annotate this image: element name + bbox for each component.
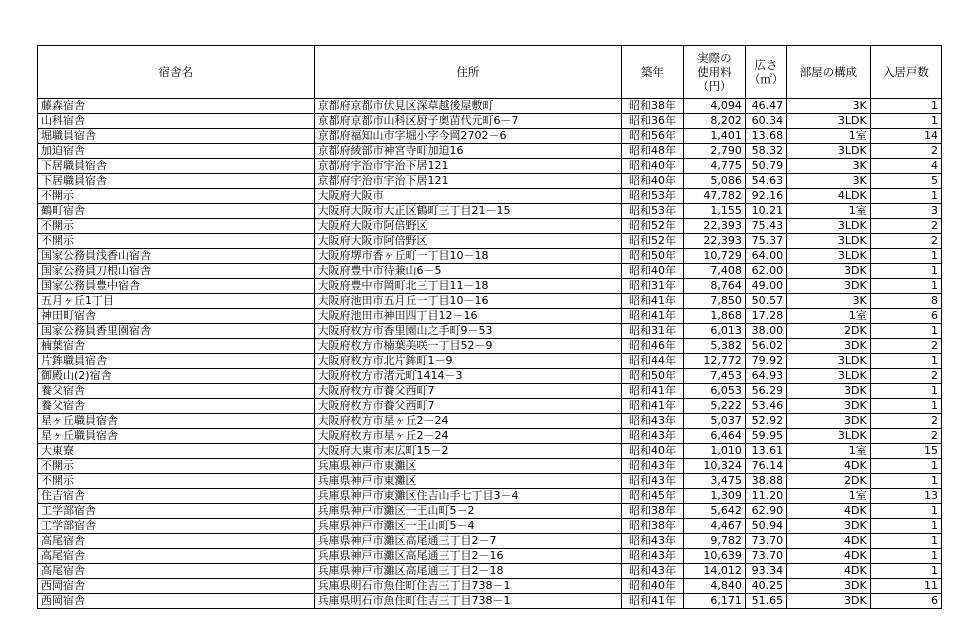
table-row [38,564,942,579]
table-row [38,579,942,594]
table-row [38,534,942,549]
cell-area: 50.79 [745,159,786,174]
table-row [38,549,942,564]
cell-count: 5 [870,174,941,189]
table-row [38,99,942,114]
cell-address: 大阪府枚方市養父西町7 [314,384,622,399]
cell-rooms: 3LDK [787,144,871,159]
table-row [38,249,942,264]
cell-area: 50.57 [745,294,786,309]
cell-area: 10.21 [745,204,786,219]
cell-name: 西岡宿舎 [38,594,315,609]
table-row [38,159,942,174]
cell-name: 山科宿舎 [38,114,315,129]
cell-year: 昭和53年 [622,189,684,204]
cell-count: 2 [870,219,941,234]
cell-count: 1 [870,264,941,279]
cell-fee: 2,790 [683,144,745,159]
cell-count: 1 [870,99,941,114]
cell-address: 兵庫県明石市魚住町住吉三丁目738－1 [314,594,622,609]
cell-name: 星ヶ丘職員宿舎 [38,429,315,444]
cell-name: 高尾宿舎 [38,549,315,564]
cell-count: 1 [870,459,941,474]
cell-name: 星ヶ丘職員宿舎 [38,414,315,429]
cell-area: 38.88 [745,474,786,489]
table-row [38,384,942,399]
cell-rooms: 4DK [787,534,871,549]
cell-count: 3 [870,204,941,219]
cell-address: 大阪府大阪市阿倍野区 [314,234,622,249]
cell-name: 下居職員宿舎 [38,159,315,174]
cell-count: 1 [870,504,941,519]
table-row [38,204,942,219]
cell-name: 工学部宿舎 [38,519,315,534]
table-row [38,519,942,534]
cell-name: 楠葉宿舎 [38,339,315,354]
cell-rooms: 3DK [787,414,871,429]
cell-year: 昭和43年 [622,549,684,564]
table-row [38,594,942,609]
cell-year: 昭和43年 [622,414,684,429]
cell-rooms: 1室 [787,309,871,324]
cell-year: 昭和52年 [622,234,684,249]
cell-rooms: 2DK [787,324,871,339]
cell-fee: 5,382 [683,339,745,354]
table-row [38,459,942,474]
cell-address: 大阪府枚方市星ヶ丘2－24 [314,414,622,429]
cell-name: 養父宿舎 [38,384,315,399]
cell-fee: 4,467 [683,519,745,534]
cell-fee: 10,639 [683,549,745,564]
cell-year: 昭和38年 [622,519,684,534]
cell-area: 50.94 [745,519,786,534]
cell-count: 1 [870,189,941,204]
cell-count: 13 [870,489,941,504]
cell-name: 不開示 [38,234,315,249]
cell-fee: 6,013 [683,324,745,339]
header-area-line1: 広さ [754,58,778,72]
cell-fee: 1,309 [683,489,745,504]
cell-address: 兵庫県明石市魚住町住吉三丁目738－1 [314,579,622,594]
cell-area: 17.28 [745,309,786,324]
cell-rooms: 4DK [787,504,871,519]
cell-count: 1 [870,534,941,549]
cell-fee: 47,782 [683,189,745,204]
cell-area: 62.00 [745,264,786,279]
cell-address: 京都府福知山市字堀小字今岡2702－6 [314,129,622,144]
cell-count: 14 [870,129,941,144]
cell-name: 工学部宿舎 [38,504,315,519]
cell-area: 79.92 [745,354,786,369]
cell-area: 13.61 [745,444,786,459]
cell-fee: 7,453 [683,369,745,384]
cell-area: 54.63 [745,174,786,189]
cell-year: 昭和31年 [622,279,684,294]
header-area-line2: （㎡） [748,72,784,86]
cell-year: 昭和56年 [622,129,684,144]
cell-year: 昭和40年 [622,174,684,189]
cell-count: 2 [870,339,941,354]
cell-count: 2 [870,144,941,159]
cell-fee: 5,086 [683,174,745,189]
cell-rooms: 3DK [787,339,871,354]
cell-year: 昭和41年 [622,399,684,414]
cell-address: 大阪府枚方市香里園山之手町9－53 [314,324,622,339]
cell-year: 昭和43年 [622,474,684,489]
cell-name: 国家公務員香里園宿舎 [38,324,315,339]
cell-address: 大阪府豊中市岡町北三丁目11－18 [314,279,622,294]
cell-rooms: 1室 [787,129,871,144]
cell-area: 92.16 [745,189,786,204]
table-row [38,489,942,504]
cell-year: 昭和48年 [622,144,684,159]
cell-count: 1 [870,384,941,399]
cell-year: 昭和40年 [622,444,684,459]
cell-year: 昭和43年 [622,564,684,579]
cell-count: 6 [870,309,941,324]
cell-year: 昭和50年 [622,369,684,384]
cell-area: 38.00 [745,324,786,339]
cell-name: 高尾宿舎 [38,534,315,549]
cell-rooms: 1室 [787,204,871,219]
header-area [745,46,786,99]
table-row [38,219,942,234]
header-address: 住所 [314,46,622,99]
cell-year: 昭和45年 [622,489,684,504]
cell-rooms: 1室 [787,444,871,459]
cell-count: 1 [870,324,941,339]
cell-area: 62.90 [745,504,786,519]
header-rooms: 部屋の構成 [787,46,871,99]
cell-area: 13.68 [745,129,786,144]
table-row [38,504,942,519]
cell-address: 大阪府枚方市養父西町7 [314,399,622,414]
cell-name: 不開示 [38,189,315,204]
cell-address: 兵庫県神戸市灘区一王山町5－2 [314,504,622,519]
cell-area: 49.00 [745,279,786,294]
cell-address: 大阪府枚方市楠葉美咲一丁目52－9 [314,339,622,354]
cell-count: 2 [870,234,941,249]
cell-rooms: 3K [787,159,871,174]
cell-rooms: 4DK [787,549,871,564]
cell-area: 64.00 [745,249,786,264]
cell-area: 75.37 [745,234,786,249]
table-row [38,129,942,144]
cell-address: 京都府宇治市宇治下居121 [314,159,622,174]
cell-fee: 10,324 [683,459,745,474]
cell-name: 鶴町宿舎 [38,204,315,219]
cell-count: 2 [870,414,941,429]
cell-fee: 6,171 [683,594,745,609]
cell-name: 堀職員宿舎 [38,129,315,144]
cell-rooms: 3LDK [787,354,871,369]
cell-fee: 5,222 [683,399,745,414]
cell-rooms: 2DK [787,474,871,489]
cell-fee: 14,012 [683,564,745,579]
cell-address: 大阪府池田市神田四丁目12－16 [314,309,622,324]
cell-year: 昭和40年 [622,159,684,174]
cell-fee: 8,202 [683,114,745,129]
header-fee-line2: 使用料 [697,65,732,79]
cell-address: 兵庫県神戸市灘区高尾通三丁目2－7 [314,534,622,549]
cell-rooms: 3LDK [787,429,871,444]
cell-rooms: 3DK [787,264,871,279]
cell-name: 住吉宿舎 [38,489,315,504]
cell-address: 京都府京都市伏見区深草越後屋敷町 [314,99,622,114]
table-row [38,309,942,324]
cell-name: 国家公務員豊中宿舎 [38,279,315,294]
cell-area: 73.70 [745,549,786,564]
cell-fee: 6,053 [683,384,745,399]
table-row [38,144,942,159]
cell-area: 60.34 [745,114,786,129]
cell-fee: 5,642 [683,504,745,519]
housing-table [37,45,942,609]
cell-year: 昭和38年 [622,99,684,114]
cell-name: 不開示 [38,459,315,474]
cell-fee: 4,840 [683,579,745,594]
table-body [38,99,942,609]
cell-year: 昭和52年 [622,219,684,234]
table-row [38,444,942,459]
cell-year: 昭和41年 [622,309,684,324]
cell-area: 64.93 [745,369,786,384]
cell-address: 京都府綾部市神宮寺町加迫16 [314,144,622,159]
cell-name: 藤森宿舎 [38,99,315,114]
cell-fee: 22,393 [683,219,745,234]
cell-address: 大阪府枚方市渚元町1414－3 [314,369,622,384]
cell-count: 2 [870,369,941,384]
table-row [38,414,942,429]
cell-fee: 1,155 [683,204,745,219]
cell-year: 昭和40年 [622,264,684,279]
cell-area: 75.43 [745,219,786,234]
cell-fee: 7,850 [683,294,745,309]
cell-count: 1 [870,354,941,369]
header-row [38,46,942,99]
cell-rooms: 4LDK [787,189,871,204]
cell-address: 兵庫県神戸市灘区高尾通三丁目2－16 [314,549,622,564]
cell-year: 昭和53年 [622,204,684,219]
cell-name: 不開示 [38,474,315,489]
cell-count: 1 [870,519,941,534]
cell-address: 兵庫県神戸市東灘区 [314,474,622,489]
cell-area: 73.70 [745,534,786,549]
table-row [38,174,942,189]
cell-name: 加迫宿舎 [38,144,315,159]
cell-fee: 7,408 [683,264,745,279]
cell-area: 56.02 [745,339,786,354]
table-row [38,354,942,369]
cell-name: 片鉾職員宿舎 [38,354,315,369]
cell-year: 昭和41年 [622,594,684,609]
table-row [38,279,942,294]
cell-count: 1 [870,279,941,294]
cell-year: 昭和41年 [622,294,684,309]
cell-fee: 1,868 [683,309,745,324]
cell-rooms: 3K [787,294,871,309]
cell-fee: 1,401 [683,129,745,144]
cell-count: 1 [870,549,941,564]
table-row [38,369,942,384]
cell-rooms: 3DK [787,519,871,534]
cell-year: 昭和31年 [622,324,684,339]
cell-rooms: 3DK [787,384,871,399]
cell-name: 養父宿舎 [38,399,315,414]
table-row [38,474,942,489]
cell-address: 大阪府大阪市大正区鶴町三丁目21－15 [314,204,622,219]
cell-rooms: 3DK [787,594,871,609]
cell-address: 兵庫県神戸市灘区一王山町5－4 [314,519,622,534]
cell-count: 1 [870,564,941,579]
cell-fee: 4,775 [683,159,745,174]
cell-fee: 22,393 [683,234,745,249]
cell-rooms: 3K [787,99,871,114]
cell-rooms: 3LDK [787,219,871,234]
cell-address: 大阪府堺市香ヶ丘町一丁目10－18 [314,249,622,264]
cell-count: 8 [870,294,941,309]
cell-year: 昭和44年 [622,354,684,369]
cell-area: 76.14 [745,459,786,474]
cell-name: 御殿山(2)宿舎 [38,369,315,384]
header-count: 入居戸数 [870,46,941,99]
cell-rooms: 4DK [787,459,871,474]
cell-fee: 1,010 [683,444,745,459]
cell-address: 大阪府大阪市 [314,189,622,204]
cell-area: 11.20 [745,489,786,504]
cell-area: 40.25 [745,579,786,594]
cell-area: 52.92 [745,414,786,429]
cell-address: 大阪府大東市末広町15－2 [314,444,622,459]
cell-area: 56.29 [745,384,786,399]
header-year: 築年 [622,46,684,99]
cell-name: 高尾宿舎 [38,564,315,579]
table-row [38,189,942,204]
cell-area: 58.32 [745,144,786,159]
cell-name: 大東寮 [38,444,315,459]
cell-area: 59.95 [745,429,786,444]
cell-name: 国家公務員刀根山宿舎 [38,264,315,279]
cell-rooms: 3DK [787,399,871,414]
cell-rooms: 3LDK [787,249,871,264]
cell-count: 11 [870,579,941,594]
cell-address: 大阪府大阪市阿倍野区 [314,219,622,234]
cell-rooms: 3DK [787,579,871,594]
cell-count: 1 [870,114,941,129]
header-fee-line1: 実際の [697,51,732,65]
table-row [38,339,942,354]
cell-address: 兵庫県神戸市灘区高尾通三丁目2－18 [314,564,622,579]
cell-address: 大阪府枚方市星ヶ丘2－24 [314,429,622,444]
cell-name: 国家公務員浅香山宿舎 [38,249,315,264]
cell-name: 五月ヶ丘1丁目 [38,294,315,309]
cell-address: 京都府京都市山科区厨子奥苗代元町6－7 [314,114,622,129]
cell-count: 15 [870,444,941,459]
cell-fee: 6,464 [683,429,745,444]
cell-year: 昭和43年 [622,534,684,549]
table-row [38,294,942,309]
table-row [38,324,942,339]
cell-area: 46.47 [745,99,786,114]
table-row [38,399,942,414]
cell-count: 6 [870,594,941,609]
housing-table-sheet [37,45,942,609]
cell-area: 51.65 [745,594,786,609]
cell-address: 大阪府豊中市待兼山6－5 [314,264,622,279]
header-fee [683,46,745,99]
cell-year: 昭和43年 [622,459,684,474]
cell-address: 兵庫県神戸市東灘区住吉山手七丁目3－4 [314,489,622,504]
cell-count: 2 [870,429,941,444]
cell-rooms: 3LDK [787,114,871,129]
cell-address: 兵庫県神戸市東灘区 [314,459,622,474]
cell-year: 昭和41年 [622,384,684,399]
cell-name: 西岡宿舎 [38,579,315,594]
cell-year: 昭和46年 [622,339,684,354]
cell-fee: 3,475 [683,474,745,489]
cell-fee: 5,037 [683,414,745,429]
cell-area: 93.34 [745,564,786,579]
cell-address: 京都府宇治市宇治下居121 [314,174,622,189]
cell-rooms: 4DK [787,564,871,579]
cell-fee: 10,729 [683,249,745,264]
cell-address: 大阪府枚方市北片鉾町1－9 [314,354,622,369]
table-row [38,234,942,249]
cell-address: 大阪府池田市五月丘一丁目10－16 [314,294,622,309]
cell-area: 53.46 [745,399,786,414]
cell-fee: 12,772 [683,354,745,369]
cell-year: 昭和38年 [622,504,684,519]
cell-rooms: 3DK [787,279,871,294]
cell-rooms: 3K [787,174,871,189]
cell-count: 4 [870,159,941,174]
cell-fee: 4,094 [683,99,745,114]
cell-name: 神田町宿舎 [38,309,315,324]
cell-name: 下居職員宿舎 [38,174,315,189]
header-name: 宿舎名 [38,46,315,99]
cell-name: 不開示 [38,219,315,234]
cell-year: 昭和50年 [622,249,684,264]
cell-fee: 9,782 [683,534,745,549]
cell-year: 昭和36年 [622,114,684,129]
cell-count: 1 [870,249,941,264]
cell-rooms: 1室 [787,489,871,504]
cell-year: 昭和43年 [622,429,684,444]
table-row [38,114,942,129]
table-row [38,429,942,444]
cell-year: 昭和40年 [622,579,684,594]
cell-count: 1 [870,399,941,414]
cell-count: 1 [870,474,941,489]
header-fee-line3: （円） [697,79,732,93]
table-row [38,264,942,279]
cell-rooms: 3LDK [787,369,871,384]
cell-fee: 8,764 [683,279,745,294]
cell-rooms: 3LDK [787,234,871,249]
